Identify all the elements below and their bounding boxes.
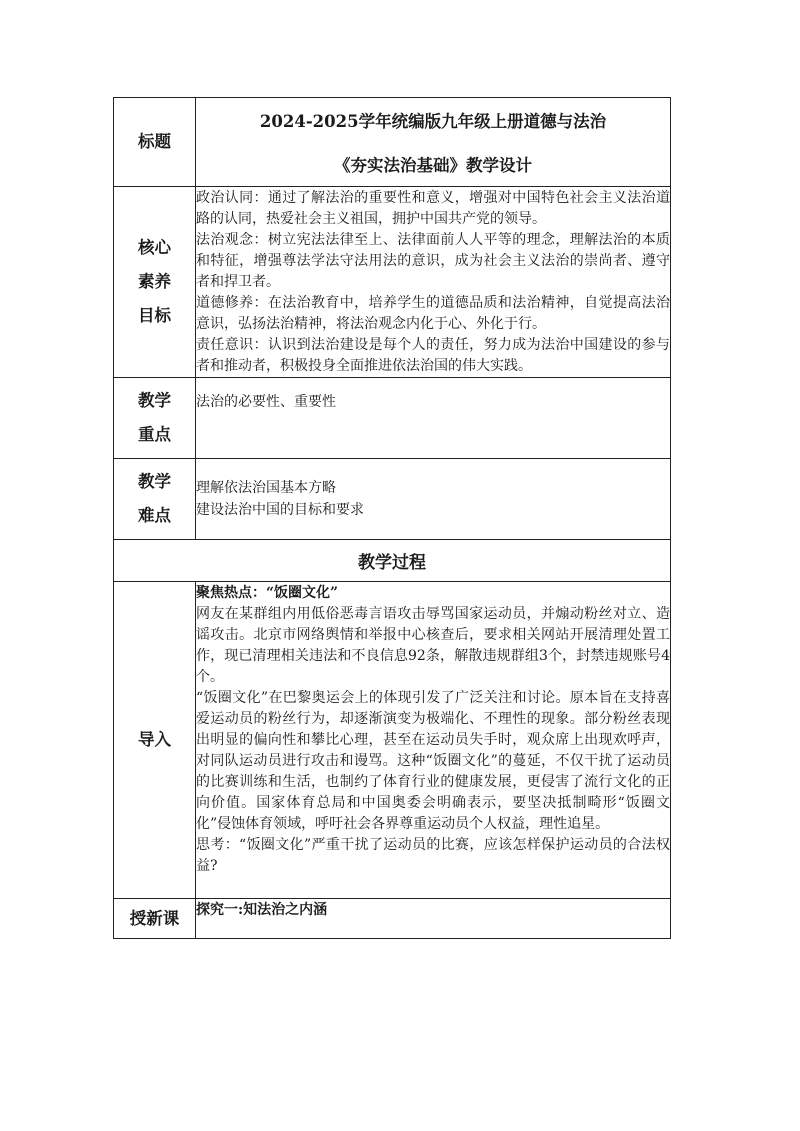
label-line: 目标 [138, 306, 171, 325]
difficulty-item: 建设法治中国的目标和要求 [196, 502, 364, 518]
label-line: 素养 [138, 272, 171, 291]
title-row [114, 98, 671, 187]
process-heading: 教学过程 [114, 540, 671, 582]
core-literacy-content [196, 187, 671, 378]
intro-heading: 聚焦热点：“饭圈文化” [196, 585, 339, 601]
intro-label: 导入 [114, 582, 196, 899]
label-line: 核心 [138, 238, 171, 257]
core-item-responsibility: 责任意识：认识到法治建设是每个人的责任，努力成为法治中国建设的参与者和推动者，积极投身全面推进依法治国的伟大实践。 [196, 336, 670, 374]
core-item-political: 政治认同：通过了解法治的重要性和意义，增强对中国特色社会主义法治道路的认同，热爱社会主义祖国，拥护中国共产党的领导。 [196, 189, 670, 227]
new-lesson-row [114, 899, 671, 939]
label-line: 教学 [138, 472, 171, 491]
difficulties-label [114, 459, 196, 540]
core-item-moral: 道德修养：在法治教育中，培养学生的道德品质和法治精神，自觉提高法治意识，弘扬法治精神，将法治观念内化于心、外化于行。 [196, 294, 670, 332]
key-point-item: 法治的必要性、重要性 [196, 394, 336, 410]
document-title [196, 98, 671, 187]
key-points-label [114, 378, 196, 459]
title-line-2: 《夯实法治基础》教学设计 [334, 156, 532, 175]
title-line-1: 2024-2025学年统编版九年级上册道德与法治 [259, 112, 607, 131]
new-lesson-label: 授新课 [114, 899, 196, 939]
intro-content [196, 582, 671, 899]
lesson-plan-table [113, 97, 671, 939]
difficulties-content [196, 459, 671, 540]
difficulties-row [114, 459, 671, 540]
intro-question: 思考：“饭圈文化”严重干扰了运动员的比赛，应该怎样保护运动员的合法权益? [196, 837, 670, 874]
label-line: 重点 [138, 425, 171, 444]
core-item-rule-of-law: 法治观念：树立宪法法律至上、法律面前人人平等的理念，理解法治的本质和特征，增强尊法学法守法用法的意识，成为社会主义法治的崇尚者、遵守者和捍卫者。 [196, 231, 670, 290]
intro-paragraph: 网友在某群组内用低俗恶毒言语攻击辱骂国家运动员，并煽动粉丝对立、造谣攻击。北京市网络舆情和举报中心核查后，要求相关网站开展清理处置工作，现已清理相关违法和不良信息92条，解散违规群组3个，封禁违规账号4个。 [196, 606, 670, 685]
new-lesson-heading: 探究一:知法治之内涵 [196, 899, 671, 939]
process-heading-row [114, 540, 671, 582]
key-points-content [196, 378, 671, 459]
core-literacy-row [114, 187, 671, 378]
difficulty-item: 理解依法治国基本方略 [196, 480, 336, 496]
key-points-row [114, 378, 671, 459]
intro-paragraph: “饭圈文化”在巴黎奥运会上的体现引发了广泛关注和讨论。原本旨在支持喜爱运动员的粉丝行为，却逐渐演变为极端化、不理性的现象。部分粉丝表现出明显的偏向性和攀比心理，甚至在运动员失手时，观众席上出现欢呼声，对同队运动员进行攻击和谩骂。这种“饭圈文化”的蔓延，不仅干扰了运动员的比赛训练和生活，也制约了体育行业的健康发展，更侵害了流行文化的正向价值。国家体育总局和中国奥委会明确表示，要坚决抵制畸形“饭圈文化”侵蚀体育领域，呼吁社会各界尊重运动员个人权益，理性追星。 [196, 690, 670, 832]
intro-row [114, 582, 671, 899]
label-line: 教学 [138, 391, 171, 410]
title-label: 标题 [114, 98, 196, 187]
label-line: 难点 [138, 506, 171, 525]
core-literacy-label [114, 187, 196, 378]
